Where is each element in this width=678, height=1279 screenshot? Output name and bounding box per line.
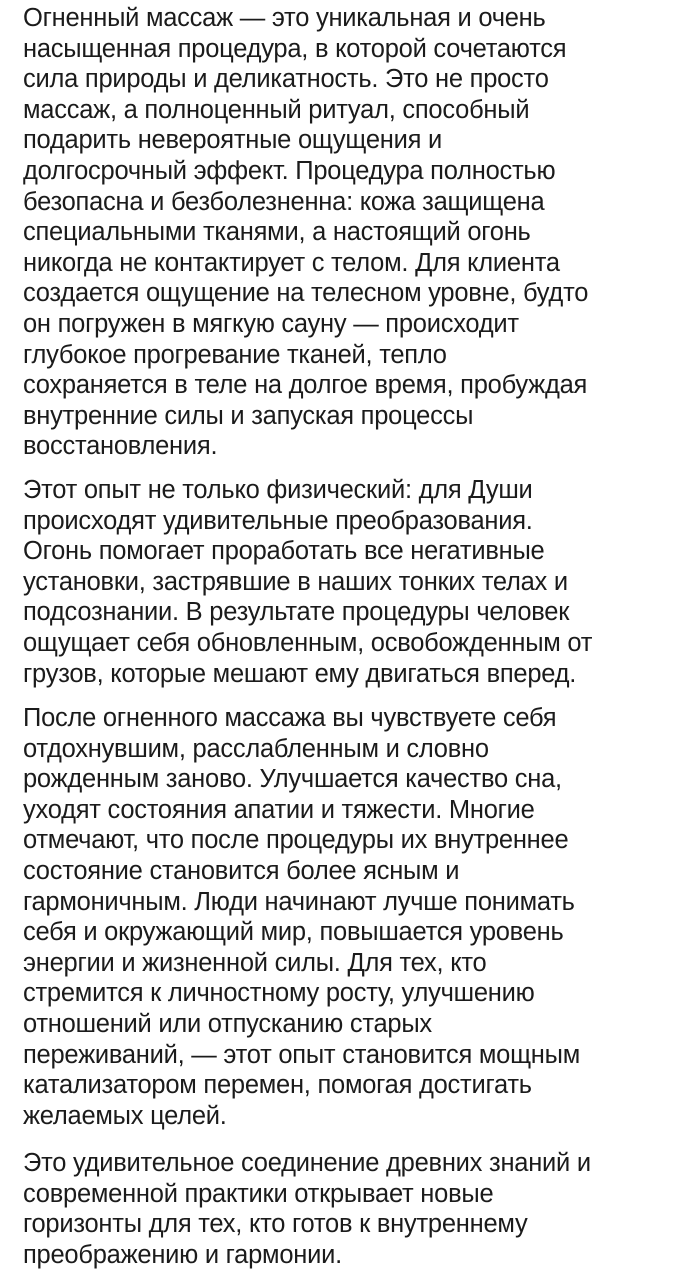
text-line: После огненного массажа вы чувствуете себя	[23, 704, 557, 732]
text-line: установки, застрявшие в наших тонких телах и	[23, 567, 568, 596]
text-line: насыщенная процедура, в которой сочетаются	[23, 34, 567, 63]
text-line: энергии и жизненной силы. Для тех, кто	[23, 948, 487, 977]
text-line: рожденным заново. Улучшается качество сна,	[23, 765, 562, 794]
paragraph-conclusion	[23, 1148, 591, 1270]
text-line: ощущает себя обновленным, освобожденным от	[23, 628, 593, 657]
text-line: восстановления.	[23, 432, 218, 461]
text-line: подарить невероятные ощущения и	[23, 126, 442, 155]
text-line: стремится к личностному росту, улучшению	[23, 979, 535, 1008]
text-line: сила природы и деликатность. Это не просто	[23, 65, 549, 94]
text-line: сохраняется в теле на долгое время, пробуждая	[23, 371, 588, 400]
text-line: происходят удивительные преобразования.	[23, 506, 533, 535]
text-line: долгосрочный эффект. Процедура полностью	[23, 156, 556, 185]
text-line: безопасна и безболезненна: кожа защищена	[23, 187, 545, 216]
text-line: современной практики открывает новые	[23, 1179, 494, 1208]
text-line: желаемых целей.	[23, 1101, 227, 1130]
text-line: создается ощущение на телесном уровне, будто	[23, 279, 589, 308]
text-line: отдохнувшим, расслабленным и словно	[23, 734, 489, 763]
text-line: горизонты для тех, кто готов к внутреннему	[23, 1210, 528, 1239]
text-line: Это удивительное соединение древних знаний и	[23, 1149, 591, 1177]
text-line: Огонь помогает проработать все негативные	[23, 537, 545, 566]
paragraph-soul	[23, 475, 592, 689]
text-line: отмечают, что после процедуры их внутреннее	[23, 826, 569, 855]
text-line: переживаний, — этот опыт становится мощным	[23, 1040, 580, 1069]
text-line: катализатором перемен, помогая достигать	[23, 1071, 532, 1100]
text-line: состояние становится более ясным и	[23, 856, 460, 885]
text-line: он погружен в мягкую сауну — происходит	[23, 309, 519, 338]
text-line: Этот опыт не только физический: для Души	[23, 476, 533, 504]
paragraph-after-effects	[23, 703, 580, 1131]
text-line: глубокое прогревание тканей, тепло	[23, 340, 447, 369]
text-line: отношений или отпусканию старых	[23, 1009, 432, 1038]
text-line: внутренние силы и запуская процессы	[23, 401, 474, 430]
text-line: уходят состояния апатии и тяжести. Многие	[23, 795, 535, 824]
text-line: гармоничным. Люди начинают лучше понимать	[23, 887, 575, 916]
paragraph-intro	[23, 3, 588, 462]
text-line: подсознании. В результате процедуры человек	[23, 598, 570, 627]
text-line: никогда не контактирует с телом. Для клиента	[23, 248, 560, 277]
text-line: себя и окружающий мир, повышается уровень	[23, 918, 564, 947]
text-line: массаж, а полноценный ритуал, способный	[23, 95, 530, 124]
text-line: Огненный массаж — это уникальная и очень	[23, 4, 546, 32]
text-line: грузов, которые мешают ему двигаться вперед.	[23, 659, 577, 688]
text-line: специальными тканями, а настоящий огонь	[23, 218, 531, 247]
text-line: преображению и гармонии.	[23, 1240, 342, 1269]
